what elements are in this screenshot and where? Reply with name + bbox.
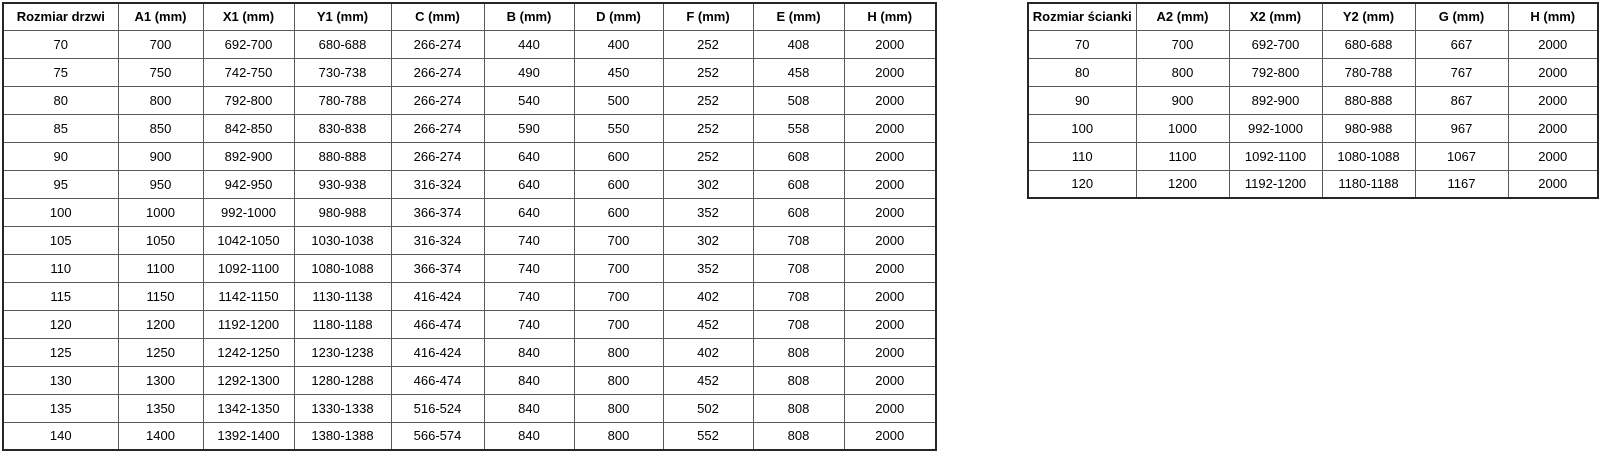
table-cell: 1400: [118, 422, 203, 450]
table-cell: 800: [574, 366, 663, 394]
table-cell: 800: [574, 338, 663, 366]
table-cell: 600: [574, 198, 663, 226]
table-row: [3, 394, 936, 422]
table-cell: 1200: [118, 310, 203, 338]
table-cell: 992-1000: [203, 198, 294, 226]
table-cell: 316-324: [391, 170, 484, 198]
table-cell: 700: [574, 310, 663, 338]
table-row: [1028, 58, 1598, 86]
table-cell: 85: [3, 114, 118, 142]
table-cell: 2000: [844, 282, 936, 310]
table-cell: 1100: [118, 254, 203, 282]
table-row: [3, 282, 936, 310]
table-cell: 566-574: [391, 422, 484, 450]
table-cell: 416-424: [391, 338, 484, 366]
table-cell: 80: [3, 86, 118, 114]
table-cell: 1342-1350: [203, 394, 294, 422]
table-cell: 1092-1100: [203, 254, 294, 282]
table-cell: 1280-1288: [294, 366, 391, 394]
table-cell: 452: [663, 366, 753, 394]
table-cell: 2000: [844, 226, 936, 254]
table-cell: 516-524: [391, 394, 484, 422]
table-cell: 840: [484, 338, 574, 366]
table-cell: 2000: [844, 30, 936, 58]
table-cell: 980-988: [294, 198, 391, 226]
table-cell: 667: [1415, 30, 1508, 58]
table-cell: 900: [1136, 86, 1229, 114]
table-cell: 2000: [1508, 114, 1598, 142]
table-cell: 808: [753, 338, 844, 366]
column-header: C (mm): [391, 3, 484, 30]
table-cell: 640: [484, 142, 574, 170]
table-cell: 1050: [118, 226, 203, 254]
table-cell: 808: [753, 394, 844, 422]
table-cell: 708: [753, 310, 844, 338]
table-cell: 552: [663, 422, 753, 450]
table-cell: 2000: [844, 198, 936, 226]
table-cell: 1100: [1136, 142, 1229, 170]
table-cell: 608: [753, 142, 844, 170]
table-row: [1028, 30, 1598, 58]
column-header: E (mm): [753, 3, 844, 30]
table-cell: 608: [753, 198, 844, 226]
table-cell: 808: [753, 366, 844, 394]
table-cell: 992-1000: [1229, 114, 1322, 142]
table-cell: 767: [1415, 58, 1508, 86]
table-cell: 366-374: [391, 254, 484, 282]
table-cell: 692-700: [1229, 30, 1322, 58]
table-cell: 90: [3, 142, 118, 170]
table-cell: 2000: [1508, 58, 1598, 86]
table-cell: 2000: [844, 338, 936, 366]
table-cell: 130: [3, 366, 118, 394]
table-cell: 1330-1338: [294, 394, 391, 422]
table-cell: 1130-1138: [294, 282, 391, 310]
table-cell: 792-800: [1229, 58, 1322, 86]
table-cell: 600: [574, 142, 663, 170]
table-cell: 110: [1028, 142, 1136, 170]
table-cell: 780-788: [1322, 58, 1415, 86]
table-cell: 2000: [844, 86, 936, 114]
table-cell: 502: [663, 394, 753, 422]
table-row: [3, 226, 936, 254]
table-cell: 1200: [1136, 170, 1229, 198]
table-cell: 252: [663, 58, 753, 86]
table-cell: 352: [663, 198, 753, 226]
table-cell: 608: [753, 170, 844, 198]
table-row: [3, 58, 936, 86]
table-cell: 967: [1415, 114, 1508, 142]
table-row: [3, 114, 936, 142]
table-cell: 2000: [844, 142, 936, 170]
table-row: [3, 422, 936, 450]
table-cell: 950: [118, 170, 203, 198]
table-cell: 942-950: [203, 170, 294, 198]
table-cell: 2000: [844, 394, 936, 422]
table-cell: 850: [118, 114, 203, 142]
table-cell: 880-888: [1322, 86, 1415, 114]
table-cell: 1300: [118, 366, 203, 394]
table-cell: 252: [663, 86, 753, 114]
table-cell: 600: [574, 170, 663, 198]
table-cell: 830-838: [294, 114, 391, 142]
table-cell: 700: [574, 282, 663, 310]
column-header: Y2 (mm): [1322, 3, 1415, 30]
table-cell: 1167: [1415, 170, 1508, 198]
column-header: Rozmiar ścianki: [1028, 3, 1136, 30]
table-cell: 840: [484, 394, 574, 422]
table-cell: 1350: [118, 394, 203, 422]
table-cell: 2000: [844, 58, 936, 86]
table-cell: 900: [118, 142, 203, 170]
table-cell: 80: [1028, 58, 1136, 86]
table-cell: 1067: [1415, 142, 1508, 170]
table-cell: 1192-1200: [1229, 170, 1322, 198]
table-cell: 1000: [1136, 114, 1229, 142]
table-cell: 842-850: [203, 114, 294, 142]
table-cell: 452: [663, 310, 753, 338]
column-header: A2 (mm): [1136, 3, 1229, 30]
table-row: [3, 338, 936, 366]
table-cell: 135: [3, 394, 118, 422]
table-row: [3, 310, 936, 338]
table-cell: 680-688: [1322, 30, 1415, 58]
table-cell: 800: [118, 86, 203, 114]
table-cell: 115: [3, 282, 118, 310]
table-cell: 2000: [844, 254, 936, 282]
table-cell: 692-700: [203, 30, 294, 58]
table-cell: 880-888: [294, 142, 391, 170]
table-cell: 266-274: [391, 142, 484, 170]
column-header: H (mm): [1508, 3, 1598, 30]
table-cell: 708: [753, 226, 844, 254]
table-cell: 808: [753, 422, 844, 450]
table-cell: 110: [3, 254, 118, 282]
table-cell: 700: [574, 226, 663, 254]
table-cell: 1230-1238: [294, 338, 391, 366]
table-cell: 120: [3, 310, 118, 338]
table-cell: 2000: [1508, 86, 1598, 114]
table-row: [3, 86, 936, 114]
table-row: [1028, 142, 1598, 170]
table-cell: 800: [1136, 58, 1229, 86]
table-cell: 352: [663, 254, 753, 282]
table-cell: 700: [1136, 30, 1229, 58]
table-cell: 742-750: [203, 58, 294, 86]
table-cell: 1180-1188: [294, 310, 391, 338]
table-row: [3, 170, 936, 198]
door-size-table: [2, 2, 937, 451]
table-cell: 125: [3, 338, 118, 366]
table-cell: 2000: [844, 310, 936, 338]
table-cell: 458: [753, 58, 844, 86]
table-cell: 408: [753, 30, 844, 58]
table-cell: 750: [118, 58, 203, 86]
column-header: B (mm): [484, 3, 574, 30]
table-cell: 1150: [118, 282, 203, 310]
table-cell: 590: [484, 114, 574, 142]
table-cell: 700: [574, 254, 663, 282]
table-cell: 1092-1100: [1229, 142, 1322, 170]
table-cell: 1292-1300: [203, 366, 294, 394]
table-cell: 266-274: [391, 86, 484, 114]
column-header: Rozmiar drzwi: [3, 3, 118, 30]
table-cell: 70: [1028, 30, 1136, 58]
table-row: [3, 142, 936, 170]
table-cell: 800: [574, 422, 663, 450]
table-cell: 316-324: [391, 226, 484, 254]
table-cell: 1180-1188: [1322, 170, 1415, 198]
column-header: H (mm): [844, 3, 936, 30]
table-cell: 1030-1038: [294, 226, 391, 254]
table-cell: 980-988: [1322, 114, 1415, 142]
table-cell: 780-788: [294, 86, 391, 114]
wall-size-table: [1027, 2, 1599, 199]
table-cell: 1042-1050: [203, 226, 294, 254]
column-header: D (mm): [574, 3, 663, 30]
table-cell: 508: [753, 86, 844, 114]
table-cell: 550: [574, 114, 663, 142]
table-cell: 266-274: [391, 114, 484, 142]
table-cell: 1192-1200: [203, 310, 294, 338]
table-cell: 105: [3, 226, 118, 254]
table-row: [1028, 170, 1598, 198]
table-row: [3, 254, 936, 282]
table-cell: 2000: [844, 170, 936, 198]
table-cell: 2000: [1508, 30, 1598, 58]
table-cell: 2000: [844, 114, 936, 142]
table-cell: 930-938: [294, 170, 391, 198]
table-cell: 400: [574, 30, 663, 58]
table-cell: 2000: [1508, 170, 1598, 198]
table-cell: 892-900: [1229, 86, 1322, 114]
table-cell: 252: [663, 142, 753, 170]
table-cell: 252: [663, 114, 753, 142]
table-cell: 708: [753, 282, 844, 310]
table-row: [3, 198, 936, 226]
table-cell: 100: [1028, 114, 1136, 142]
table-cell: 740: [484, 282, 574, 310]
table-cell: 840: [484, 422, 574, 450]
table-cell: 730-738: [294, 58, 391, 86]
table-cell: 402: [663, 282, 753, 310]
table-cell: 558: [753, 114, 844, 142]
table-cell: 302: [663, 170, 753, 198]
table-cell: 302: [663, 226, 753, 254]
table-cell: 366-374: [391, 198, 484, 226]
column-header: A1 (mm): [118, 3, 203, 30]
table-cell: 466-474: [391, 366, 484, 394]
table-cell: 466-474: [391, 310, 484, 338]
table-cell: 75: [3, 58, 118, 86]
table-cell: 740: [484, 226, 574, 254]
column-header: G (mm): [1415, 3, 1508, 30]
column-header: X2 (mm): [1229, 3, 1322, 30]
table-cell: 490: [484, 58, 574, 86]
table-cell: 800: [574, 394, 663, 422]
table-cell: 892-900: [203, 142, 294, 170]
table-cell: 266-274: [391, 58, 484, 86]
table-cell: 120: [1028, 170, 1136, 198]
table-row: [3, 366, 936, 394]
table-cell: 2000: [1508, 142, 1598, 170]
table-cell: 740: [484, 254, 574, 282]
table-cell: 402: [663, 338, 753, 366]
table-cell: 640: [484, 170, 574, 198]
table-cell: 1142-1150: [203, 282, 294, 310]
table-cell: 708: [753, 254, 844, 282]
table-row: [1028, 86, 1598, 114]
table-cell: 792-800: [203, 86, 294, 114]
table-cell: 700: [118, 30, 203, 58]
table-cell: 840: [484, 366, 574, 394]
column-header: X1 (mm): [203, 3, 294, 30]
table-cell: 95: [3, 170, 118, 198]
table-cell: 1000: [118, 198, 203, 226]
table-cell: 252: [663, 30, 753, 58]
table-cell: 1250: [118, 338, 203, 366]
table-row: [1028, 114, 1598, 142]
header-row: [3, 3, 936, 30]
table-cell: 740: [484, 310, 574, 338]
table-cell: 100: [3, 198, 118, 226]
table-cell: 450: [574, 58, 663, 86]
table-cell: 500: [574, 86, 663, 114]
table-cell: 640: [484, 198, 574, 226]
table-cell: 1242-1250: [203, 338, 294, 366]
table-row: [3, 30, 936, 58]
table-cell: 540: [484, 86, 574, 114]
table-cell: 1080-1088: [1322, 142, 1415, 170]
table-cell: 1080-1088: [294, 254, 391, 282]
table-cell: 867: [1415, 86, 1508, 114]
table-cell: 90: [1028, 86, 1136, 114]
column-header: F (mm): [663, 3, 753, 30]
table-cell: 680-688: [294, 30, 391, 58]
table-cell: 70: [3, 30, 118, 58]
table-cell: 2000: [844, 366, 936, 394]
table-cell: 416-424: [391, 282, 484, 310]
table-cell: 266-274: [391, 30, 484, 58]
table-cell: 1380-1388: [294, 422, 391, 450]
table-cell: 440: [484, 30, 574, 58]
column-header: Y1 (mm): [294, 3, 391, 30]
table-cell: 1392-1400: [203, 422, 294, 450]
table-cell: 140: [3, 422, 118, 450]
table-cell: 2000: [844, 422, 936, 450]
header-row: [1028, 3, 1598, 30]
